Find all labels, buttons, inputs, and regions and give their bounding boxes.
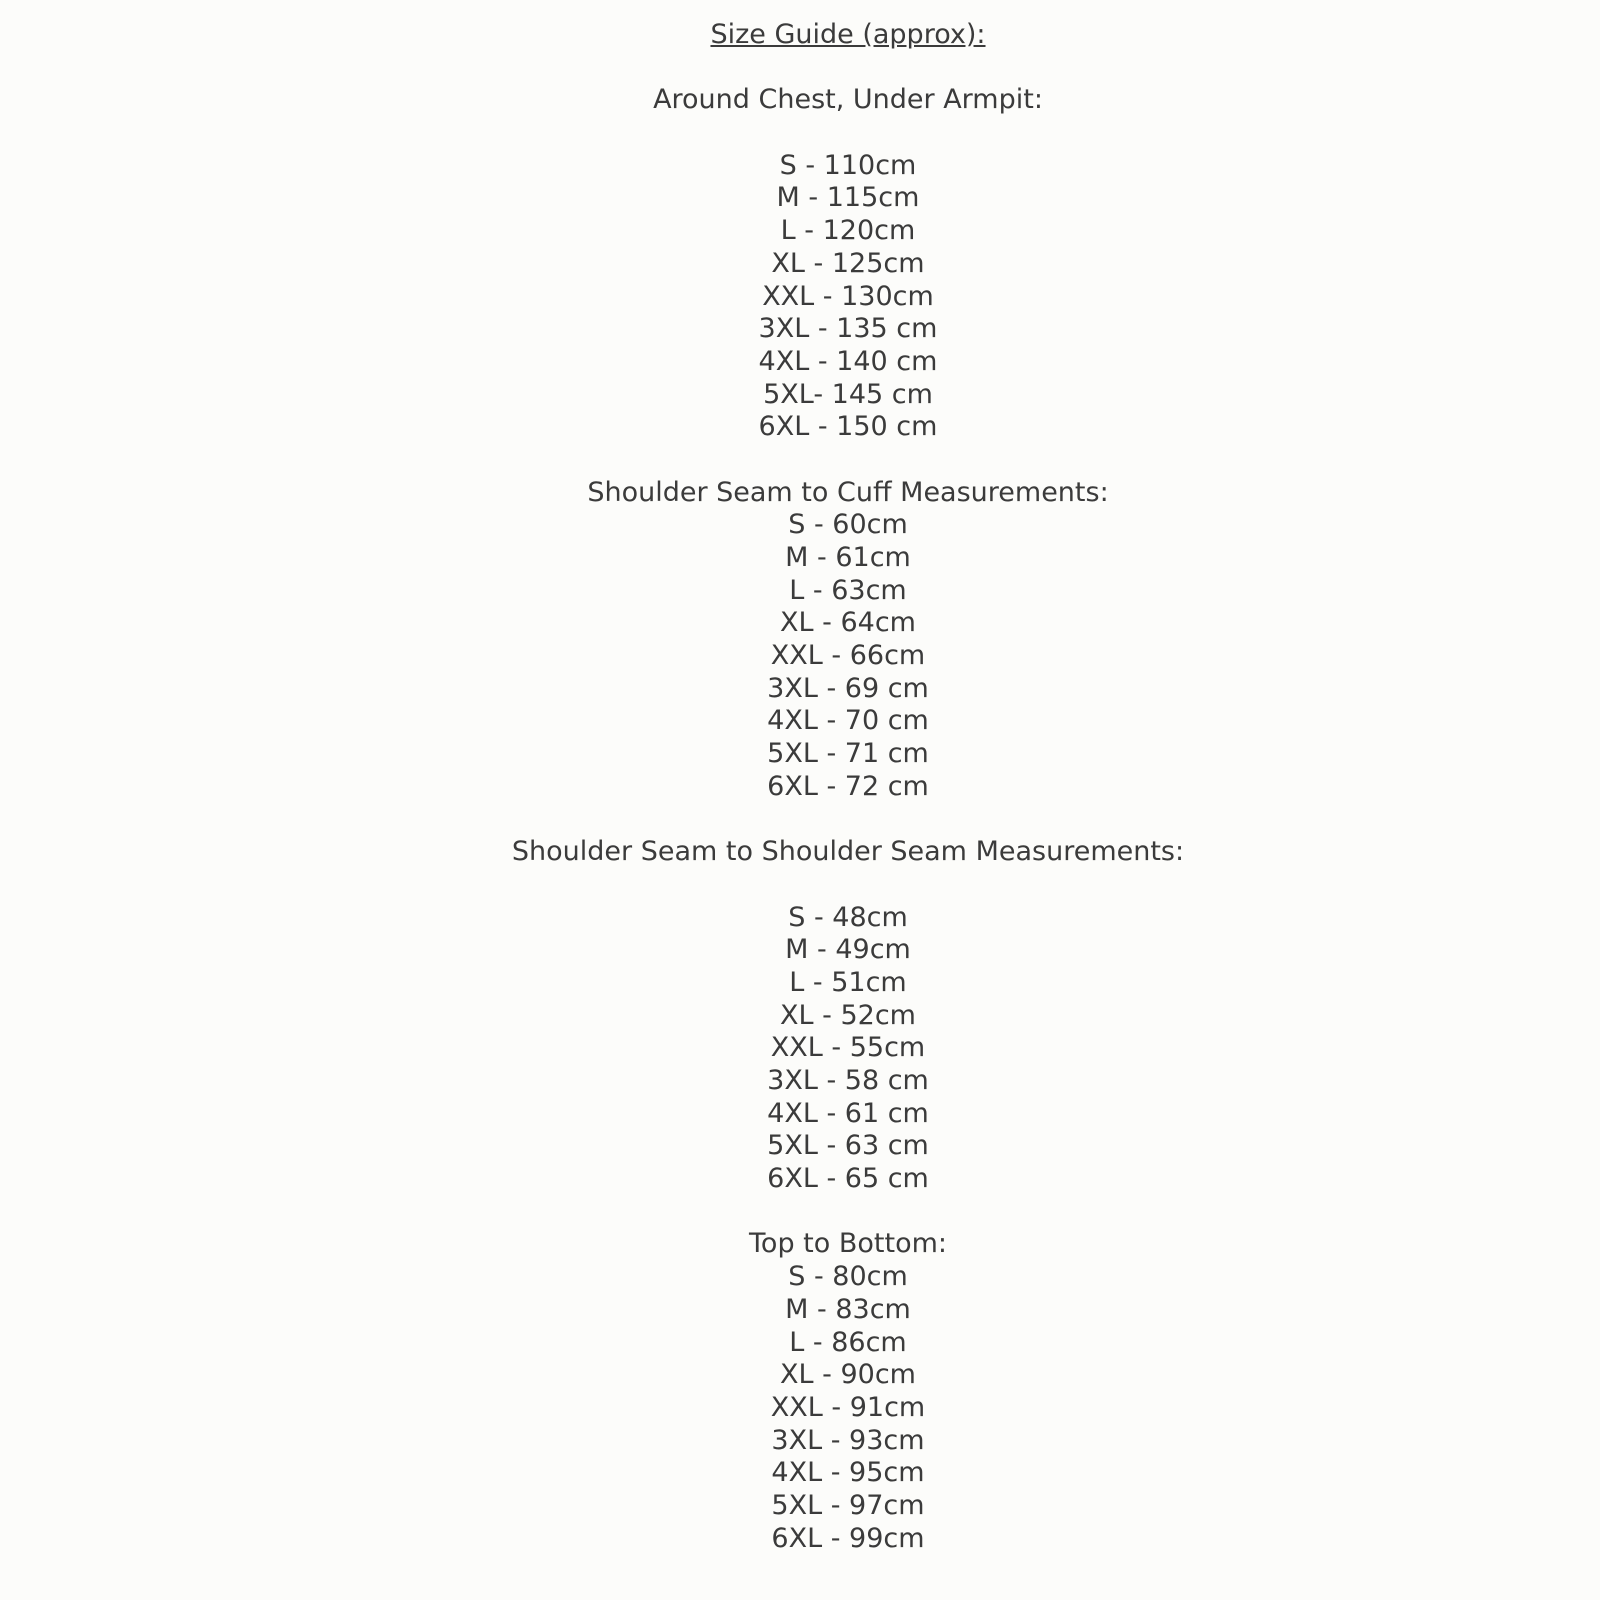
size-row: S - 80cm <box>788 1261 908 1293</box>
blank-line <box>96 52 1600 85</box>
size-row: S - 60cm <box>788 509 908 541</box>
size-row: 5XL - 71 cm <box>767 738 929 770</box>
size-section <box>96 84 1600 444</box>
blank-line <box>96 869 1600 902</box>
size-row: M - 61cm <box>785 542 911 573</box>
size-row: XXL - 91cm <box>770 1391 926 1423</box>
section-heading: Top to Bottom: <box>749 1228 947 1260</box>
size-row: 6XL - 72 cm <box>767 770 929 802</box>
size-section <box>96 1228 1600 1555</box>
size-row: 5XL - 63 cm <box>767 1130 929 1162</box>
size-row: XXL - 55cm <box>770 1032 926 1064</box>
size-row: XL - 90cm <box>780 1359 916 1391</box>
size-row: XL - 125cm <box>771 247 925 279</box>
size-row: L - 120cm <box>780 215 916 247</box>
section-heading: Around Chest, Under Armpit: <box>653 84 1043 116</box>
size-row: L - 63cm <box>789 574 907 606</box>
section-heading: Shoulder Seam to Cuff Measurements: <box>587 476 1109 508</box>
size-row: M - 115cm <box>776 182 920 214</box>
size-sections-container <box>96 84 1600 1555</box>
blank-line <box>96 1196 1600 1229</box>
size-row: 6XL - 150 cm <box>758 411 938 443</box>
blank-line <box>96 117 1600 150</box>
size-row: S - 110cm <box>779 149 917 181</box>
size-row: 6XL - 65 cm <box>767 1163 929 1195</box>
size-row: 3XL - 135 cm <box>758 313 938 345</box>
size-row: 4XL - 61 cm <box>767 1097 929 1129</box>
size-row: 5XL- 145 cm <box>763 378 933 410</box>
size-row: XXL - 66cm <box>770 640 926 672</box>
size-row: M - 83cm <box>785 1293 911 1325</box>
section-heading: Shoulder Seam to Shoulder Seam Measurements: <box>511 836 1185 868</box>
size-row: 5XL - 97cm <box>771 1489 925 1521</box>
size-row: XXL - 130cm <box>762 280 934 312</box>
size-row: L - 86cm <box>789 1326 907 1358</box>
size-row: M - 49cm <box>785 934 911 966</box>
size-row: 3XL - 69 cm <box>767 672 929 704</box>
size-row: 4XL - 140 cm <box>758 345 938 377</box>
size-row: XL - 52cm <box>780 999 916 1031</box>
size-row: 6XL - 99cm <box>771 1522 925 1554</box>
blank-line <box>96 444 1600 477</box>
size-section <box>96 836 1600 1196</box>
size-row: 3XL - 58 cm <box>767 1065 929 1096</box>
size-row: 4XL - 70 cm <box>767 705 929 737</box>
size-section <box>96 477 1600 804</box>
blank-line <box>96 804 1600 837</box>
page-title: Size Guide (approx): <box>710 19 986 50</box>
size-row: 3XL - 93cm <box>771 1424 925 1456</box>
size-row: S - 48cm <box>788 901 908 933</box>
size-row: XL - 64cm <box>780 607 916 639</box>
size-row: 4XL - 95cm <box>771 1457 925 1489</box>
size-row: L - 51cm <box>789 966 907 998</box>
